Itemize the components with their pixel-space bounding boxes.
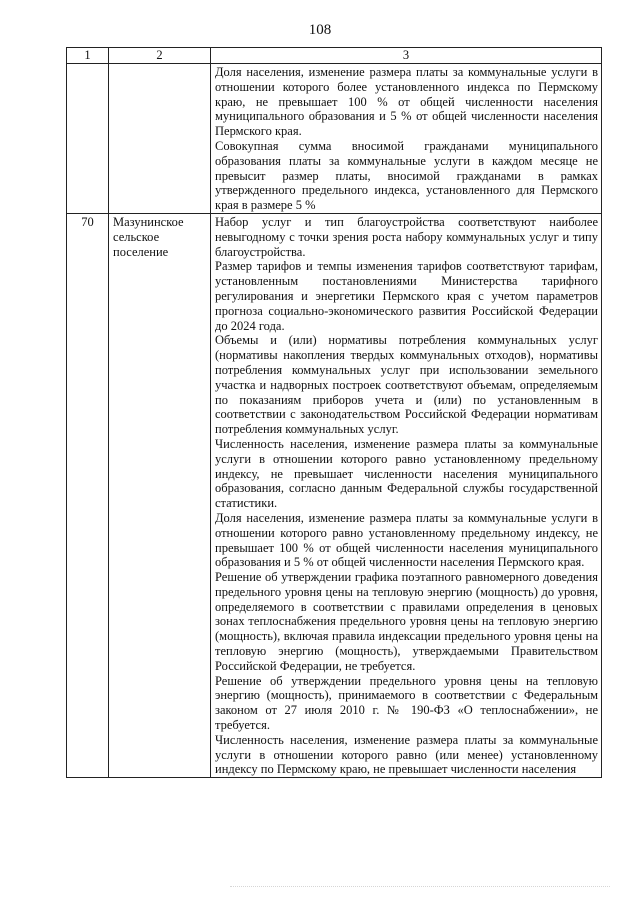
paragraph: Размер тарифов и темпы изменения тарифов соответствуют тарифам, установленным постановлениями Министерства тарифного регулирования и энергетики Пермского края с учетом параметров прогноза социально-экономического развития Российской Федерации до 2024 года. [215,259,598,333]
column-header-1: 1 [67,48,109,64]
row-content [211,64,602,214]
paragraph: Решение об утверждении предельного уровня цены на тепловую энергию (мощность), принимаемого в соответствии с Федеральным законом от 27 июля 2010 г. № 190-ФЗ «О теплоснабжении», не требуется. [215,673,598,733]
municipality-name: Мазунинское сельское поселение [109,213,211,777]
paragraph: Численность населения, изменение размера платы за коммунальные услуги в отношении которого равно (или менее) установленному индексу по Пермскому краю, не превышает численности населения [215,732,598,777]
table-header-row [67,48,602,64]
paragraph: Решение об утверждении графика поэтапного равномерного доведения предельного уровня цены на тепловую энергию (мощность) до уровня, определяемого в соответствии с правилами определения в ценовых зонах теплоснабжения предельного уровня цены на тепловую энергию (мощность), включая правила индексации предельного уровня цены на тепловую энергию (мощность), утверждаемыми Правительством Российской Федерации, не требуется. [215,570,598,673]
column-header-3: 3 [211,48,602,64]
table-row-continued [67,64,602,214]
paragraph: Численность населения, изменение размера платы за коммунальные услуги в отношении которого равно установленному предельному индексу, не превышает численности населения муниципального образования, согласно данным Федеральной службы государственной статистики. [215,436,598,511]
document-table [66,47,602,778]
paragraph: Объемы и (или) нормативы потребления коммунальных услуг (нормативы накопления твердых коммунальных отходов), нормативы потребления коммунальных услуг при использовании земельного участка и надворных построек соответствуют объемам, определяемым по показаниям приборов учета и (или) по установленным в соответствии с законодательством Российской Федерации нормативам потребления коммунальных услуг. [215,333,598,437]
column-header-2: 2 [109,48,211,64]
municipality-name [109,64,211,214]
row-content [211,213,602,777]
table-row-70 [67,213,602,777]
paragraph: Доля населения, изменение размера платы за коммунальные услуги в отношении которого равно установленному предельному индексу, не превышает 100 % от общей численности населения муниципального образования и 5 % от общей численности населения Пермского края. [215,510,598,570]
scan-artifact-line [230,886,610,893]
page-number: 108 [308,22,332,38]
row-number [67,64,109,214]
paragraph: Набор услуг и тип благоустройства соответствуют наиболее невыгодному с точки зрения роста набору коммунальных услуг и типу благоустройства. [215,214,598,259]
paragraph: Совокупная сумма вносимой гражданами муниципального образования платы за коммунальные услуги в каждом месяце не превысит размер платы, вносимой гражданами в рамках утвержденного предельного индекса, установленного для Пермского края в размере 5 % [215,138,598,213]
row-number: 70 [67,213,109,777]
paragraph: Доля населения, изменение размера платы за коммунальные услуги в отношении которого более установленного индекса по Пермскому краю, не превышает 100 % от общей численности населения муниципального образования и 5 % от общей численности населения Пермского края. [215,65,598,139]
